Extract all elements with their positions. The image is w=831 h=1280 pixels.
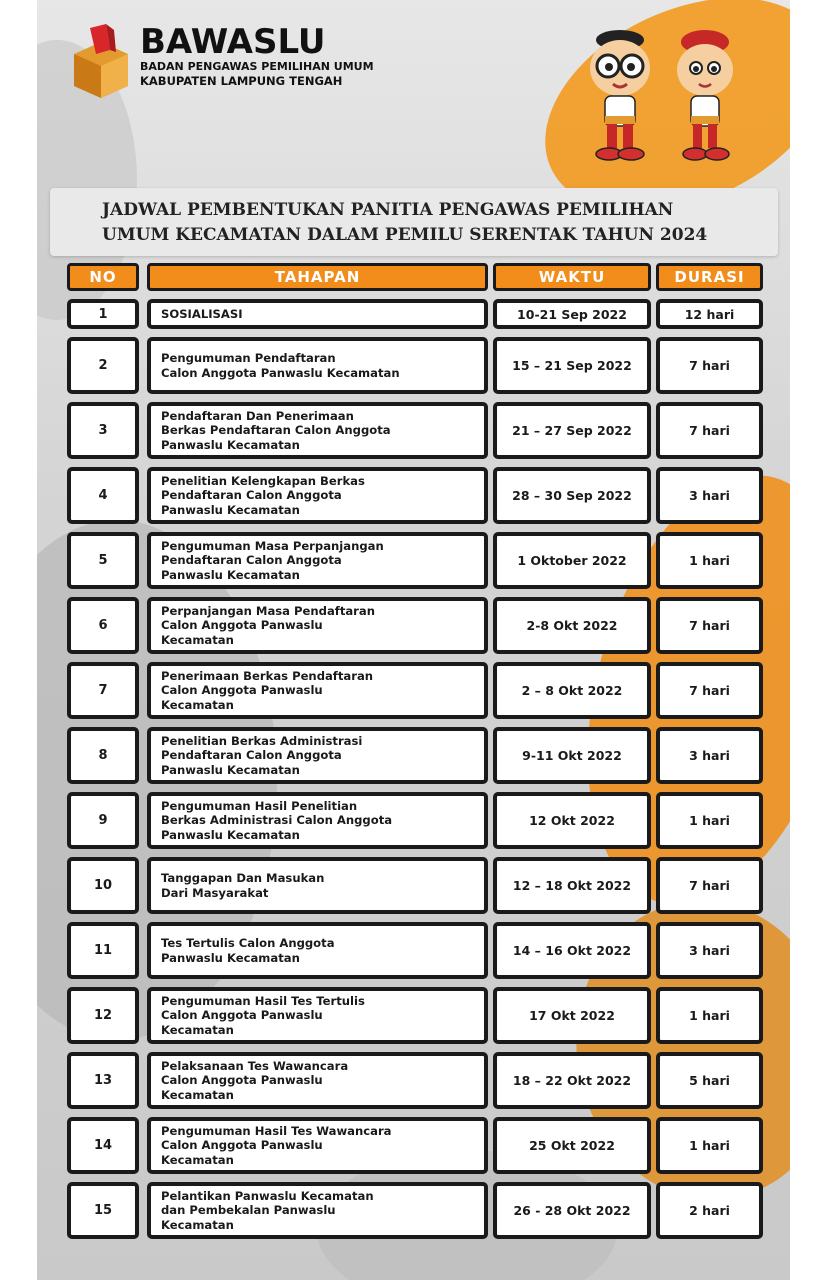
brand-subtitle: BADAN PENGAWAS PEMILIHAN UMUM [140, 60, 374, 73]
row-no: 8 [67, 727, 139, 784]
page-title-line-2: UMUM KECAMATAN DALAM PEMILU SERENTAK TAHUN 2024 [102, 225, 708, 245]
row-waktu: 10-21 Sep 2022 [493, 299, 651, 329]
row-no: 14 [67, 1117, 139, 1174]
row-no: 1 [67, 299, 139, 329]
row-durasi: 5 hari [656, 1052, 763, 1109]
row-durasi: 1 hari [656, 987, 763, 1044]
row-no: 12 [67, 987, 139, 1044]
row-durasi: 3 hari [656, 727, 763, 784]
row-waktu: 2 – 8 Okt 2022 [493, 662, 651, 719]
row-tahapan: Pengumuman Hasil Penelitian Berkas Administrasi Calon Anggota Panwaslu Kecamatan [147, 792, 488, 849]
row-no: 2 [67, 337, 139, 394]
row-durasi: 7 hari [656, 402, 763, 459]
mascot-right [677, 30, 733, 160]
row-waktu: 26 - 28 Okt 2022 [493, 1182, 651, 1239]
row-waktu: 28 – 30 Sep 2022 [493, 467, 651, 524]
row-no: 13 [67, 1052, 139, 1109]
row-tahapan: Pengumuman Hasil Tes Tertulis Calon Anggota Panwaslu Kecamatan [147, 987, 488, 1044]
row-tahapan: Penelitian Berkas Administrasi Pendaftaran Calon Anggota Panwaslu Kecamatan [147, 727, 488, 784]
row-waktu: 2-8 Okt 2022 [493, 597, 651, 654]
row-no: 11 [67, 922, 139, 979]
row-durasi: 3 hari [656, 467, 763, 524]
row-tahapan: Perpanjangan Masa Pendaftaran Calon Anggota Panwaslu Kecamatan [147, 597, 488, 654]
row-waktu: 25 Okt 2022 [493, 1117, 651, 1174]
row-durasi: 1 hari [656, 1117, 763, 1174]
row-durasi: 1 hari [656, 532, 763, 589]
row-durasi: 2 hari [656, 1182, 763, 1239]
row-waktu: 1 Oktober 2022 [493, 532, 651, 589]
row-durasi: 3 hari [656, 922, 763, 979]
row-no: 4 [67, 467, 139, 524]
row-waktu: 14 – 16 Okt 2022 [493, 922, 651, 979]
row-no: 5 [67, 532, 139, 589]
row-tahapan: Pelantikan Panwaslu Kecamatan dan Pembekalan Panwaslu Kecamatan [147, 1182, 488, 1239]
row-tahapan: Pelaksanaan Tes Wawancara Calon Anggota Panwaslu Kecamatan [147, 1052, 488, 1109]
row-tahapan: Pengumuman Pendaftaran Calon Anggota Panwaslu Kecamatan [147, 337, 488, 394]
row-durasi: 7 hari [656, 597, 763, 654]
header-durasi: DURASI [656, 263, 763, 291]
mascot-left [590, 30, 650, 160]
row-no: 6 [67, 597, 139, 654]
row-waktu: 18 – 22 Okt 2022 [493, 1052, 651, 1109]
row-waktu: 12 – 18 Okt 2022 [493, 857, 651, 914]
header-no: NO [67, 263, 139, 291]
row-waktu: 21 – 27 Sep 2022 [493, 402, 651, 459]
mascot-illustration [575, 20, 750, 168]
row-tahapan: Tanggapan Dan Masukan Dari Masyarakat [147, 857, 488, 914]
row-tahapan: Pendaftaran Dan Penerimaan Berkas Pendaftaran Calon Anggota Panwaslu Kecamatan [147, 402, 488, 459]
row-durasi: 1 hari [656, 792, 763, 849]
row-no: 7 [67, 662, 139, 719]
title-box [50, 188, 778, 256]
row-waktu: 15 – 21 Sep 2022 [493, 337, 651, 394]
row-tahapan: SOSIALISASI [147, 299, 488, 329]
header-waktu: WAKTU [493, 263, 651, 291]
row-tahapan: Penerimaan Berkas Pendaftaran Calon Anggota Panwaslu Kecamatan [147, 662, 488, 719]
row-tahapan: Pengumuman Masa Perpanjangan Pendaftaran Calon Anggota Panwaslu Kecamatan [147, 532, 488, 589]
row-waktu: 17 Okt 2022 [493, 987, 651, 1044]
bawaslu-logo-icon [68, 24, 134, 98]
row-durasi: 7 hari [656, 857, 763, 914]
header-tahapan: TAHAPAN [147, 263, 488, 291]
brand-region: KABUPATEN LAMPUNG TENGAH [140, 74, 343, 88]
row-no: 9 [67, 792, 139, 849]
row-waktu: 12 Okt 2022 [493, 792, 651, 849]
row-no: 3 [67, 402, 139, 459]
row-tahapan: Pengumuman Hasil Tes Wawancara Calon Anggota Panwaslu Kecamatan [147, 1117, 488, 1174]
row-tahapan: Penelitian Kelengkapan Berkas Pendaftaran Calon Anggota Panwaslu Kecamatan [147, 467, 488, 524]
row-durasi: 7 hari [656, 337, 763, 394]
brand-name: BAWASLU [140, 22, 326, 62]
page-title: JADWAL PEMBENTUKAN PANITIA PENGAWAS PEMILIHAN [102, 200, 674, 220]
row-durasi: 7 hari [656, 662, 763, 719]
row-no: 15 [67, 1182, 139, 1239]
row-waktu: 9-11 Okt 2022 [493, 727, 651, 784]
row-durasi: 12 hari [656, 299, 763, 329]
row-no: 10 [67, 857, 139, 914]
row-tahapan: Tes Tertulis Calon Anggota Panwaslu Kecamatan [147, 922, 488, 979]
